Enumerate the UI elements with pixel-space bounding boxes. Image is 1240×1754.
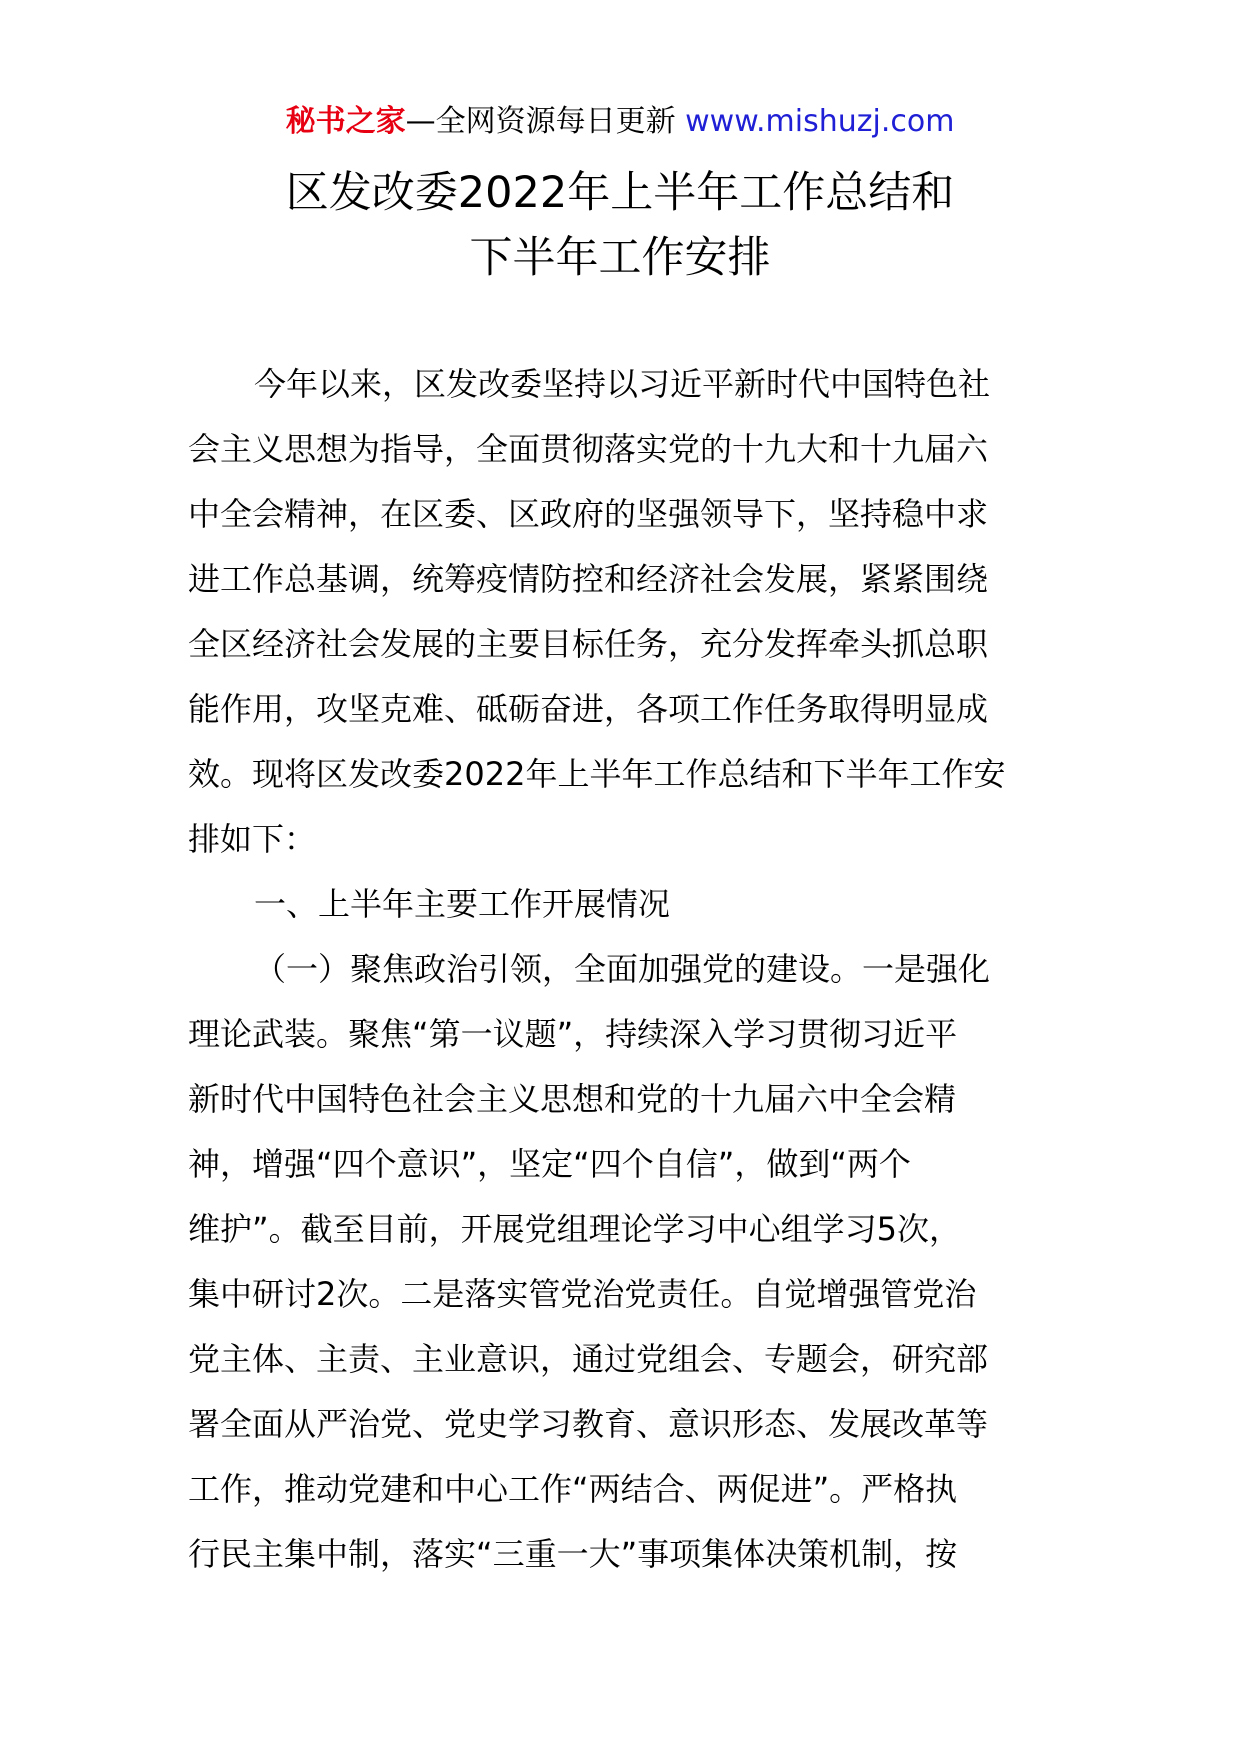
paragraph-line: 集中研讨2次。二是落实管党治党责任。自觉增强管党治 [188,1275,977,1313]
section-heading-text: 一、上半年主要工作开展情况 [254,885,671,923]
paragraph-line: 能作用，攻坚克难、砥砺奋进，各项工作任务取得明显成 [188,690,989,728]
paragraph-line: 进工作总基调，统筹疫情防控和经济社会发展，紧紧围绕 [188,560,989,598]
paragraph-line: 全区经济社会发展的主要目标任务，充分发挥牵头抓总职 [188,625,989,663]
paragraph-line: 署全面从严治党、党史学习教育、意识形态、发展改革等 [188,1405,989,1443]
paragraph-line: 今年以来，区发改委坚持以习近平新时代中国特色社 [254,365,991,403]
paragraph-line: 效。现将区发改委2022年上半年工作总结和下半年工作安 [188,755,1006,793]
paragraph-line: 理论武装。聚焦“第一议题”，持续深入学习贯彻习近平 [188,1015,958,1053]
intro-paragraph [188,352,1058,872]
site-header [0,100,1240,144]
paragraph-line: 维护”。截至目前，开展党组理论学习中心组学习5次， [188,1210,961,1248]
section-heading [188,872,1058,937]
paragraph-line: 中全会精神，在区委、区政府的坚强领导下，坚持稳中求 [188,495,989,533]
document-title-line-2: 下半年工作安排 [469,233,771,283]
paragraph-line: 神，增强“四个意识”，坚定“四个自信”，做到“两个 [188,1145,911,1183]
section-1-paragraph [188,937,1058,1587]
paragraph-line: （一）聚焦政治引领，全面加强党的建设。一是强化 [254,950,991,988]
paragraph-line: 党主体、主责、主业意识，通过党组会、专题会，研究部 [188,1340,989,1378]
brand-name: 秘书之家 [285,104,406,139]
site-url-link[interactable]: www.mishuzj.com [685,104,955,139]
document-title-line-1: 区发改委2022年上半年工作总结和 [285,168,955,218]
paragraph-line: 工作，推动党建和中心工作“两结合、两促进”。严格执 [188,1470,958,1508]
paragraph-line: 新时代中国特色社会主义思想和党的十九届六中全会精 [188,1080,957,1118]
paragraph-line: 行民主集中制，落实“三重一大”事项集体决策机制，按 [188,1535,958,1573]
paragraph-line: 会主义思想为指导，全面贯彻落实党的十九大和十九届六 [188,430,989,468]
paragraph-line: 排如下： [188,820,317,858]
header-slogan: —全网资源每日更新 [405,104,686,139]
